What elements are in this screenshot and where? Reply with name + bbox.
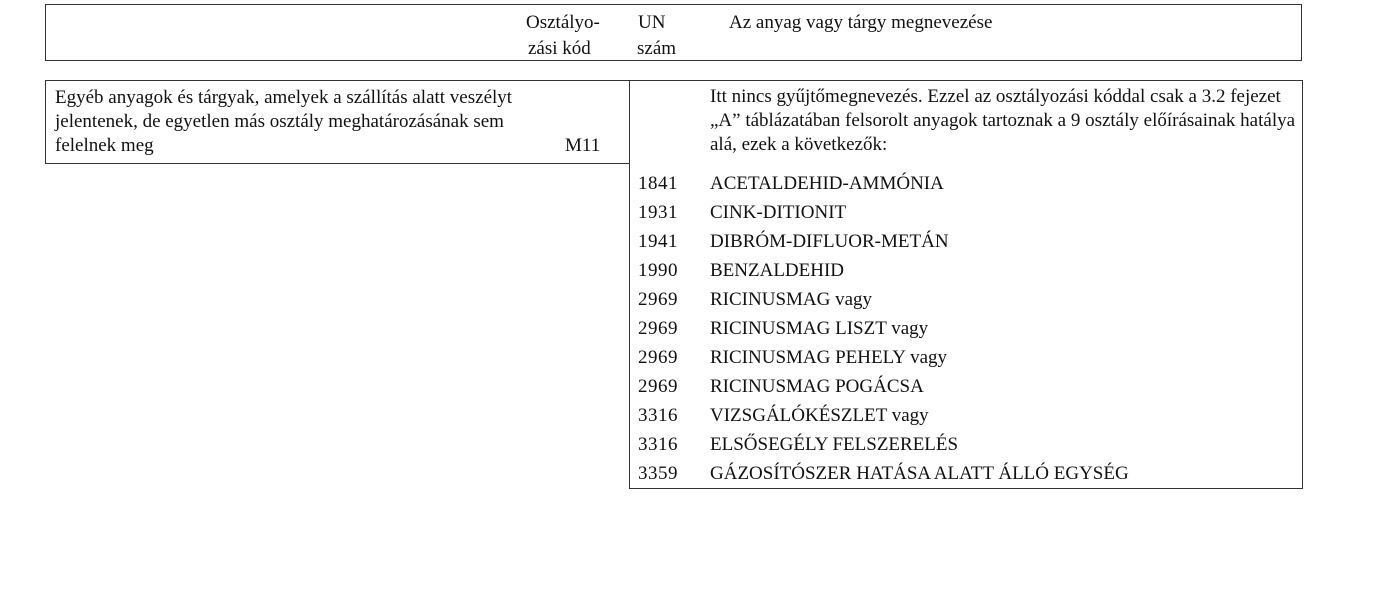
header-code-line1: Osztályo- [526, 12, 600, 33]
table-header [45, 4, 1302, 61]
list-item [630, 170, 1304, 199]
un-number: 3316 [638, 405, 678, 426]
substance-name: GÁZOSÍTÓSZER HATÁSA ALATT ÁLLÓ EGYSÉG [710, 463, 1129, 484]
un-number: 2969 [638, 347, 678, 368]
substance-name: VIZSGÁLÓKÉSZLET vagy [710, 405, 929, 426]
substance-name: ACETALDEHID-AMMÓNIA [710, 173, 944, 194]
list-item [630, 228, 1304, 257]
list-item [630, 431, 1304, 460]
substance-name: RICINUSMAG LISZT vagy [710, 318, 929, 339]
substance-name: CINK-DITIONIT [710, 202, 847, 223]
un-number: 1841 [638, 173, 678, 194]
un-number: 2969 [638, 289, 678, 310]
list-item [630, 344, 1304, 373]
list-item [630, 257, 1304, 286]
header-code-line2: zási kód [528, 38, 591, 59]
substance-name: DIBRÓM-DIFLUOR-METÁN [710, 231, 949, 252]
un-number: 2969 [638, 376, 678, 397]
list-item [630, 373, 1304, 402]
list-item [630, 199, 1304, 228]
un-number: 1990 [638, 260, 678, 281]
substance-name: ELSŐSEGÉLY FELSZERELÉS [710, 434, 959, 455]
substance-name: RICINUSMAG PEHELY vagy [710, 347, 947, 368]
un-number: 3359 [638, 463, 678, 484]
entries-cell [629, 80, 1303, 489]
header-substance-name: Az anyag vagy tárgy megnevezése [729, 12, 993, 33]
list-item [630, 286, 1304, 315]
header-classification-code [526, 10, 626, 62]
list-item [630, 315, 1304, 344]
un-number: 2969 [638, 318, 678, 339]
un-number: 1941 [638, 231, 678, 252]
classification-description: Egyéb anyagok és tárgyak, amelyek a szállítás alatt veszélyt jelentenek, de egyetlen más osztály meghatározásának sem felelnek meg [55, 87, 513, 156]
entries-intro: Itt nincs gyűjtőmegnevezés. Ezzel az osztályozási kóddal csak a 3.2 fejezet „A” táblázatában felsorolt anyagok tartoznak a 9 osztály előírásainak hatálya alá, ezek a következők: [710, 86, 1296, 155]
list-item [630, 460, 1304, 489]
substance-name: RICINUSMAG vagy [710, 289, 873, 310]
substance-name: BENZALDEHID [710, 260, 845, 281]
header-un-line2: szám [637, 38, 677, 59]
un-number: 3316 [638, 434, 678, 455]
un-number: 1931 [638, 202, 678, 223]
header-un-line1: UN [638, 12, 666, 33]
list-item [630, 402, 1304, 431]
header-un-number [637, 10, 676, 62]
entries-list [630, 170, 1304, 489]
substance-name: RICINUSMAG POGÁCSA [710, 376, 924, 397]
classification-cell [45, 80, 629, 164]
classification-code: M11 [565, 135, 601, 156]
